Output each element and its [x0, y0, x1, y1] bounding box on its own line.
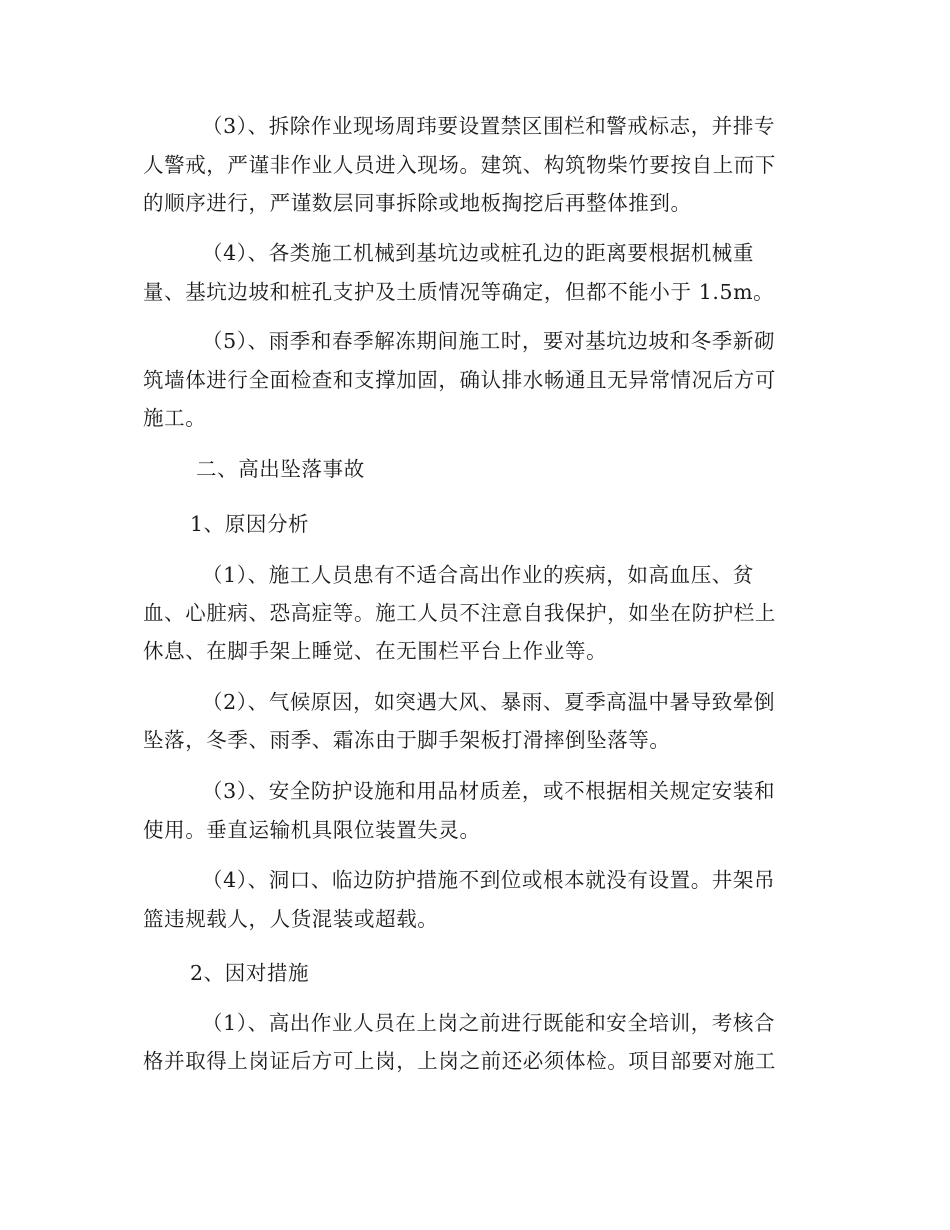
paragraph-5-line-2: 坠落，冬季、雨季、霜冻由于脚手架板打滑摔倒坠落等。 — [143, 728, 671, 752]
paragraph-3-line-2: 筑墙体进行全面检查和支撑加固，确认排水畅通且无异常情况后方可 — [143, 368, 776, 392]
paragraph-7-line-1: （4）、洞口、临边防护措施不到位或根本就没有设置。井架吊 — [202, 868, 776, 892]
paragraph-6-line-2: 使用。垂直运输机具限位装置失灵。 — [143, 818, 481, 842]
subsection-heading-measures: 2、因对措施 — [190, 961, 310, 985]
paragraph-2-line-1: （4）、各类施工机械到基坑边或桩孔边的距离要根据机械重 — [202, 241, 754, 265]
paragraph-2-line-2: 量、基坑边坡和桩孔支护及土质情况等确定，但都不能小于 1.5m。 — [143, 280, 775, 304]
paragraph-4-line-2: 血、心脏病、恐高症等。施工人员不注意自我保护，如坐在防护栏上 — [143, 601, 776, 625]
paragraph-5-line-1: （2）、气候原因，如突遇大风、暴雨、夏季高温中暑导致晕倒 — [202, 690, 776, 714]
section-heading: 二、高出坠落事故 — [196, 457, 365, 481]
paragraph-8-line-2: 格并取得上岗证后方可上岗，上岗之前还必须体检。项目部要对施工 — [143, 1049, 776, 1073]
paragraph-3-line-3: 施工。 — [143, 406, 207, 430]
paragraph-1-line-3: 的顺序进行，严谨数层同事拆除或地板掏挖后再整体推到。 — [143, 191, 692, 215]
paragraph-6-line-1: （3）、安全防护设施和用品材质差，或不根据相关规定安装和 — [202, 779, 776, 803]
paragraph-7-line-2: 篮违规载人，人货混装或超载。 — [143, 907, 439, 931]
subsection-heading-causes: 1、原因分析 — [190, 512, 310, 536]
paragraph-4-line-3: 休息、在脚手架上睡觉、在无围栏平台上作业等。 — [143, 639, 608, 663]
paragraph-3-line-1: （5）、雨季和春季解冻期间施工时，要对基坑边坡和冬季新砌 — [202, 329, 776, 353]
paragraph-1-line-2: 人警戒，严谨非作业人员进入现场。建筑、构筑物柴竹要按自上而下 — [143, 153, 776, 177]
paragraph-4-line-1: （1）、施工人员患有不适合高出作业的疾病，如高血压、贫 — [202, 563, 754, 587]
paragraph-1-line-1: （3）、拆除作业现场周玮要设置禁区围栏和警戒标志，并排专 — [202, 114, 776, 138]
paragraph-8-line-1: （1）、高出作业人员在上岗之前进行既能和安全培训，考核合 — [202, 1011, 776, 1035]
